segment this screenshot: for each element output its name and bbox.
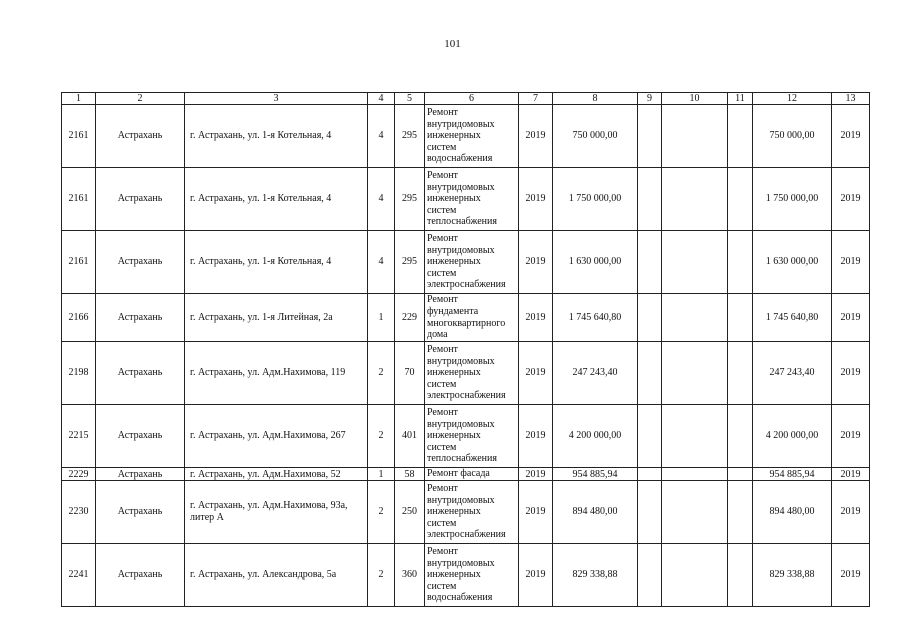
work-type-line: внутридомовых: [427, 557, 495, 569]
cell-col-6: [425, 231, 519, 294]
cell-col-8: 1 630 000,00: [553, 231, 638, 294]
cell-col-10: [662, 481, 728, 544]
cell-col-6: [425, 168, 519, 231]
cell-col-7: 2019: [519, 231, 553, 294]
cell-col-7: 2019: [519, 468, 553, 481]
cell-col-13: 2019: [832, 544, 870, 607]
table-row: [62, 481, 870, 544]
work-type-line: внутридомовых: [427, 181, 495, 193]
cell-col-7: 2019: [519, 294, 553, 342]
cell-col-13: 2019: [832, 342, 870, 405]
cell-col-11: [728, 481, 753, 544]
work-type-line: инженерных: [427, 506, 481, 518]
cell-col-8: 750 000,00: [553, 105, 638, 168]
cell-col-10: [662, 294, 728, 342]
cell-col-12: 1 750 000,00: [753, 168, 832, 231]
cell-col-2: Астрахань: [96, 405, 185, 468]
work-type-line: Ремонт: [427, 344, 458, 356]
work-type-line: многоквартирного: [427, 317, 506, 329]
table-row: [62, 544, 870, 607]
cell-col-12: 1 630 000,00: [753, 231, 832, 294]
work-type-line: теплоснабжения: [427, 216, 497, 228]
work-type-line: электроснабжения: [427, 529, 506, 541]
cell-col-9: [638, 231, 662, 294]
cell-col-12: 247 243,40: [753, 342, 832, 405]
work-type-line: систем: [427, 517, 457, 529]
column-header: 10: [662, 93, 728, 105]
cell-col-7: 2019: [519, 544, 553, 607]
cell-col-6: [425, 105, 519, 168]
cell-col-7: 2019: [519, 481, 553, 544]
cell-col-5: 295: [395, 105, 425, 168]
cell-col-9: [638, 544, 662, 607]
cell-col-12: 4 200 000,00: [753, 405, 832, 468]
cell-col-1: 2230: [62, 481, 96, 544]
work-type-line: инженерных: [427, 367, 481, 379]
cell-col-11: [728, 105, 753, 168]
cell-col-6: [425, 544, 519, 607]
cell-col-10: [662, 544, 728, 607]
table-row: [62, 342, 870, 405]
page-number: 101: [444, 38, 461, 50]
cell-col-11: [728, 231, 753, 294]
cell-col-4: 2: [368, 544, 395, 607]
cell-col-10: [662, 168, 728, 231]
work-type-line: инженерных: [427, 193, 481, 205]
cell-col-11: [728, 342, 753, 405]
cell-col-1: 2198: [62, 342, 96, 405]
works-table: [61, 92, 870, 607]
cell-col-4: 4: [368, 105, 395, 168]
cell-col-9: [638, 105, 662, 168]
work-type-line: Ремонт: [427, 233, 458, 245]
cell-col-1: 2161: [62, 168, 96, 231]
cell-col-12: 1 745 640,80: [753, 294, 832, 342]
cell-col-11: [728, 168, 753, 231]
cell-col-2: Астрахань: [96, 468, 185, 481]
cell-col-8: 954 885,94: [553, 468, 638, 481]
cell-col-11: [728, 468, 753, 481]
cell-col-12: 894 480,00: [753, 481, 832, 544]
cell-col-8: 1 750 000,00: [553, 168, 638, 231]
cell-col-4: 2: [368, 405, 395, 468]
cell-col-10: [662, 405, 728, 468]
work-type-line: систем: [427, 378, 457, 390]
cell-col-8: 894 480,00: [553, 481, 638, 544]
work-type-line: Ремонт: [427, 483, 458, 495]
cell-col-7: 2019: [519, 168, 553, 231]
work-type-line: Ремонт: [427, 294, 458, 306]
column-header: 3: [185, 93, 368, 105]
cell-col-9: [638, 481, 662, 544]
work-type-line: электроснабжения: [427, 390, 506, 402]
cell-col-3: г. Астрахань, ул. 1-я Литейная, 2а: [185, 294, 368, 342]
work-type-line: систем: [427, 204, 457, 216]
work-type-line: инженерных: [427, 569, 481, 581]
work-type-line: внутридомовых: [427, 118, 495, 130]
cell-col-1: 2166: [62, 294, 96, 342]
work-type-line: систем: [427, 141, 457, 153]
cell-col-4: 4: [368, 168, 395, 231]
cell-col-3: г. Астрахань, ул. Адм.Нахимова, 267: [185, 405, 368, 468]
work-type-line: Ремонт: [427, 107, 458, 119]
work-type-line: систем: [427, 441, 457, 453]
work-type-line: Ремонт: [427, 407, 458, 419]
cell-col-4: 2: [368, 342, 395, 405]
cell-col-13: 2019: [832, 105, 870, 168]
cell-col-6: [425, 294, 519, 342]
cell-col-9: [638, 468, 662, 481]
cell-col-9: [638, 294, 662, 342]
work-type-line: инженерных: [427, 430, 481, 442]
cell-col-1: 2229: [62, 468, 96, 481]
cell-col-3: г. Астрахань, ул. Адм.Нахимова, 93а, литер А: [185, 481, 368, 544]
column-header: 13: [832, 93, 870, 105]
cell-col-10: [662, 231, 728, 294]
work-type-line: внутридомовых: [427, 244, 495, 256]
cell-col-3: г. Астрахань, ул. Александрова, 5а: [185, 544, 368, 607]
cell-col-10: [662, 468, 728, 481]
cell-col-5: 229: [395, 294, 425, 342]
cell-col-13: 2019: [832, 468, 870, 481]
cell-col-10: [662, 342, 728, 405]
cell-col-11: [728, 405, 753, 468]
cell-col-6: [425, 405, 519, 468]
column-header: 7: [519, 93, 553, 105]
table-row: [62, 405, 870, 468]
cell-col-5: 295: [395, 168, 425, 231]
column-header: 12: [753, 93, 832, 105]
cell-col-1: 2161: [62, 231, 96, 294]
cell-col-11: [728, 544, 753, 607]
cell-col-13: 2019: [832, 168, 870, 231]
cell-col-5: 58: [395, 468, 425, 481]
work-type-line: инженерных: [427, 256, 481, 268]
cell-col-10: [662, 105, 728, 168]
cell-col-9: [638, 342, 662, 405]
cell-col-2: Астрахань: [96, 544, 185, 607]
table-header-row: [62, 93, 870, 105]
work-type-line: Ремонт: [427, 546, 458, 558]
cell-col-1: 2241: [62, 544, 96, 607]
column-header: 8: [553, 93, 638, 105]
cell-col-7: 2019: [519, 342, 553, 405]
cell-col-6: [425, 468, 519, 481]
cell-col-9: [638, 405, 662, 468]
cell-col-11: [728, 294, 753, 342]
work-type-line: внутридомовых: [427, 355, 495, 367]
cell-col-1: 2215: [62, 405, 96, 468]
column-header: 9: [638, 93, 662, 105]
cell-col-5: 295: [395, 231, 425, 294]
work-type-line: дома: [427, 329, 448, 341]
cell-col-8: 829 338,88: [553, 544, 638, 607]
work-type-line: систем: [427, 580, 457, 592]
cell-col-6: [425, 481, 519, 544]
cell-col-2: Астрахань: [96, 481, 185, 544]
work-type-line: водоснабжения: [427, 153, 493, 165]
column-header: 2: [96, 93, 185, 105]
table-row: [62, 105, 870, 168]
column-header: 11: [728, 93, 753, 105]
cell-col-5: 401: [395, 405, 425, 468]
table-row: [62, 294, 870, 342]
column-header: 6: [425, 93, 519, 105]
table-row: [62, 168, 870, 231]
cell-col-4: 2: [368, 481, 395, 544]
cell-col-2: Астрахань: [96, 294, 185, 342]
column-header: 5: [395, 93, 425, 105]
cell-col-5: 360: [395, 544, 425, 607]
cell-col-8: 247 243,40: [553, 342, 638, 405]
work-type-line: инженерных: [427, 130, 481, 142]
cell-col-2: Астрахань: [96, 105, 185, 168]
cell-col-1: 2161: [62, 105, 96, 168]
cell-col-12: 750 000,00: [753, 105, 832, 168]
cell-col-4: 1: [368, 468, 395, 481]
cell-col-4: 1: [368, 294, 395, 342]
work-type-line: Ремонт фасада: [427, 468, 490, 480]
work-type-line: внутридомовых: [427, 418, 495, 430]
cell-col-2: Астрахань: [96, 168, 185, 231]
cell-col-3: г. Астрахань, ул. Адм.Нахимова, 52: [185, 468, 368, 481]
cell-col-9: [638, 168, 662, 231]
work-type-line: Ремонт: [427, 170, 458, 182]
cell-col-2: Астрахань: [96, 342, 185, 405]
table-row: [62, 468, 870, 481]
cell-col-3: г. Астрахань, ул. 1-я Котельная, 4: [185, 168, 368, 231]
cell-col-3: г. Астрахань, ул. 1-я Котельная, 4: [185, 231, 368, 294]
cell-col-3: г. Астрахань, ул. 1-я Котельная, 4: [185, 105, 368, 168]
cell-col-6: [425, 342, 519, 405]
table-row: [62, 231, 870, 294]
column-header: 4: [368, 93, 395, 105]
cell-col-5: 250: [395, 481, 425, 544]
cell-col-12: 954 885,94: [753, 468, 832, 481]
cell-col-8: 1 745 640,80: [553, 294, 638, 342]
work-type-line: внутридомовых: [427, 494, 495, 506]
cell-col-13: 2019: [832, 231, 870, 294]
cell-col-8: 4 200 000,00: [553, 405, 638, 468]
cell-col-13: 2019: [832, 405, 870, 468]
column-header: 1: [62, 93, 96, 105]
cell-col-13: 2019: [832, 294, 870, 342]
work-type-line: теплоснабжения: [427, 453, 497, 465]
cell-col-4: 4: [368, 231, 395, 294]
cell-col-5: 70: [395, 342, 425, 405]
cell-col-7: 2019: [519, 405, 553, 468]
cell-col-3: г. Астрахань, ул. Адм.Нахимова, 119: [185, 342, 368, 405]
work-type-line: электроснабжения: [427, 279, 506, 291]
cell-col-12: 829 338,88: [753, 544, 832, 607]
cell-col-7: 2019: [519, 105, 553, 168]
work-type-line: водоснабжения: [427, 592, 493, 604]
cell-col-13: 2019: [832, 481, 870, 544]
work-type-line: систем: [427, 267, 457, 279]
cell-col-2: Астрахань: [96, 231, 185, 294]
work-type-line: фундамента: [427, 305, 479, 317]
